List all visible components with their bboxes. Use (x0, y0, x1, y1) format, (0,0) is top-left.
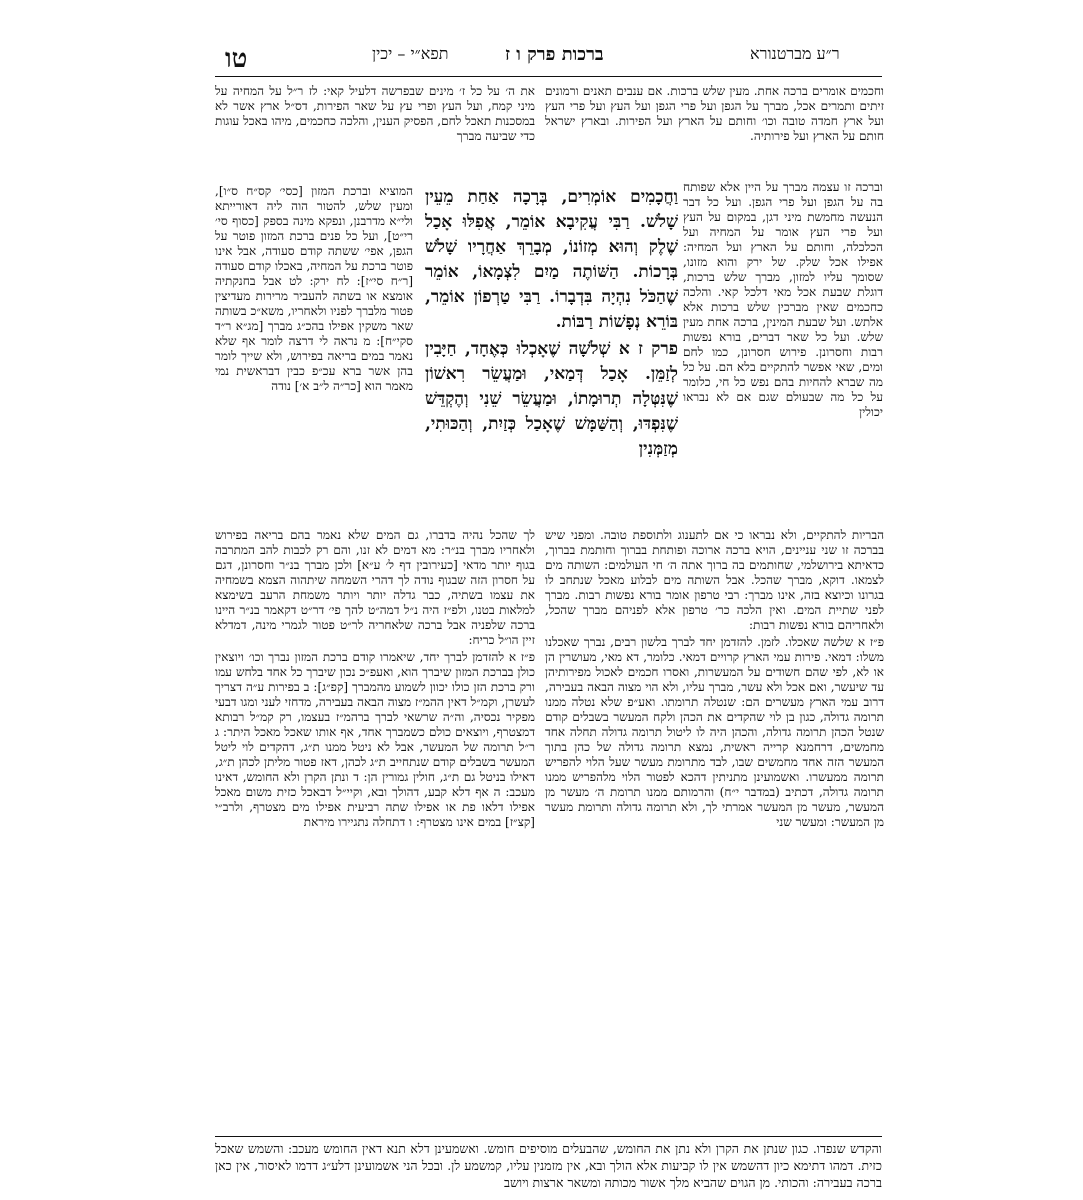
bartenura-paragraph: וברכה זו עצמה מברך על היין אלא שפותח בה על הגפן ועל פרי הגפן. ועל כל דבר הנעשה מחמשת מיני דגן, במקום על העץ ועל פרי העץ אומר על המחיה ועל הכלכלה, וחותם על הארץ ועל המחיה: אפילו אכל שלק. של ירק והוא מזונו, שסומך עליו למזון, מברך שלש ברכות, דוגלת שבעת אכל מאי דלכל קאי. והלכה כחכמים שאין מברכין שלש ברכות אלא אלתש. ועל שבעת המינין, ברכה אחת מעין שלש. ועל כל שאר דברים, בורא נפשות רבות וחסרונן. פירוש חסרונן, כמו לחם ומים, שאי אפשר להתקיים בלא הם. על כל מה שברא להחיות בהם נפש כל חי, כלומר על כל מה שבעולם שגם אם לא נבראו יכולין (683, 180, 883, 419)
tiferet-paragraph: המוציא וברכת המזון [כסי׳ קס״ח ס״ו], ומעין שלש, להטור הוה ליה דאורייתא ולי״א מדרבנן, ונפקא מינה בספק [כסוף סי׳ רי״ט], ועל כל פנים ברכת המזון פוטר על הגפן, אפי׳ ששתה קודם סעודה, אבל אינו פוטר ברכת על המחיה, באכלו קודם סעודה [ר״ח סי״ז]: לח ירק: לט אבל בחנקתיה אומצא או בשתה להעביר מרירות מעדיצין פטור מלברך לפניו ולאחריו, משא״כ בשותה שאר משקין אפילו בהכ״ג מברך [מג״א ר״ד סקי״ח]: מ נראה לי דרצה לומר אף שלא נאמר במים בריאה בפירוש, ולא שייך לומר בהן אשר ברא עכ״פ כבין דבראשית נמי מאמר הוא [כר״ה ל״ב א׳] נודה (215, 184, 413, 393)
commentary-label: ר״ע מברטנורא (750, 44, 840, 63)
tiferet-yisrael-top-block (215, 84, 535, 182)
bartenura-bottom-block (545, 528, 884, 1134)
footer-paragraph: והקדש שנפדו. כגון שנתן את הקרן ולא נתן את החומש, שהבעלים מוסיפים חומש. ואשמעינן דלא תנא דאין החומש מעכב: והשמש שאכל כזית. דמהו דתימא כיון דהשמש אין לו קביעות אלא הולך ובא, אין מזמנין עליו, קמשמע לן. ובכל הני אשמועינן דלע״ג דדמו לאיסור, אין כאן ברכה בעבירה: והכותי. מן הגוים שהביא מלך אשור מכותה ומשאר ארצות ויושב (215, 1141, 882, 1190)
tiferet-yisrael-bottom-block (215, 528, 535, 1134)
tiferet-paragraph: את ה׳ על כל ז׳ מינים שבפרשה דלעיל קאי: לז ר״ל על המחיה על מיני קמח, ועל העץ ופרי עץ על שאר הפירות, דס״ל ארץ אשר לא במסכנות תאכל לחם, הפסיק הענין, והלכה כחכמים, מיהו באכל עוגות כדי שביעה מברך (215, 84, 535, 143)
bartenura-side-column (683, 180, 883, 524)
tiferet-yisrael-side-column (215, 184, 413, 524)
tiferet-paragraph: לך שהכל נהיה בדברו, גם המים שלא נאמר בהם בריאה בפירוש ולאחריו מברך בנ״ר: מא דמים לא זנו, והם רק לכבות להב המתרבה בגוף יותר מדאי [כעירובין דף ל׳ ע״א] ולכן מברך בנ״ר וחסרונן, דגם על חסרון הזה שבגוף נודה לך דהרי השמחה שיתהוה הצמא בשמחיה את עצמו בשתיה, כבר גדלה יותר ויותר משמחת הרעב בשימצא למלאות בטנו, ולפ״ז היה נ״ל דמה״ט להך פי׳ דר״ט דקאמר בנ״ר היינו ברכה שלפניה אבל ברכה שלאחריה לר״ט פטור לגמרי מינה, דמדלא זיין הו״ל כריח: (215, 528, 535, 647)
bartenura-paragraph: פ״ז א שלשה שאכלו. לזמן. להזדמן יחד לברך בלשון רבים, נברך שאכלנו משלו: דמאי. פירות עמי הארץ קרויים דמאי. כלומר, דא מאי, מעושרין הן או לא, לפי שהם חשודים על המעשרות, ואסרו חכמים לאכול מפירותיהן עד שיעשר, ואם אכל ולא עשר, מברך עליו, ולא הוי מצוה הבאה בעבירה, דרוב עמי הארץ מעשרים הם: שנטלה תרומתו. ואע״פ שלא נטלה ממנו תרומה גדולה, כגון בן לוי שהקדים את הכהן ולקח המעשר בשבלים קודם שנטל הכהן תרומה גדולה, והכהן היה לו ליטול תרומה גדולה תחלה אחד מחמשים, דרחמנא קרייה ראשית, נמצא תרומה גדולה של כהן בתוך המעשר הזה אחד מחמשים שבו, לבד מתרומת מעשר שעל הלוי להפריש תרומה ממעשרו. ואשמועינן מתניתין דהכא לפטור הלוי מלהפריש ממנו תרומה גדולה, דכתיב (במדבר י״ח) והרמותם ממנו תרומת ה׳ מעשר מן המעשר, מעשר מן המעשר אמרתי לך, ולא תרומה גדולה ותרומת מעשר מן המעשר: ומעשר שני (545, 635, 884, 829)
bartenura-top-block (545, 84, 884, 175)
bartenura-paragraph: הבריות להתקיים, ולא נבראו כי אם לתענוג ולתוספת טובה. ומפני שיש בברכה זו שני עניינים, הויא ברכה ארוכה ופותחת בברוך וחותמת בברוך, כדאיתא בירושלמי, שחותמים בה ברוך אתה ה׳ חי העולמים: השותה מים לצמאו. דוקא, מברך שהכל. אבל השותה מים לבלוע מאכל שנתחב לו בגרונו וכיוצא בזה, אינו מברך: רבי טרפון אומר בורא נפשות רבות. מברך לפני שתיית המים. ואין הלכה כר׳ טרפון אלא לפניהם מברך שהכל, ולאחריהם בורא נפשות רבות: (545, 528, 884, 632)
header-divider (215, 76, 882, 77)
chapter-title: ברכות פרק ו ז (505, 44, 604, 65)
mishnah-paragraph: וַחֲכָמִים אוֹמְרִים, בְּרָכָה אַחַת מֵעֵין שָׁלֹשׁ. רַבִּי עֲקִיבָא אוֹמֵר, אֲפִלּוּ אָכַל שֶׁלֶק וְהוּא מְזוֹנוֹ, מְבָרֵךְ אַחֲרָיו שָׁלֹשׁ בְּרָכוֹת. הַשּׁוֹתֶה מַיִם לִצְמָאוֹ, אוֹמֵר שֶׁהַכֹּל נִהְיָה בִּדְבָרוֹ. רַבִּי טַרְפוֹן אוֹמֵר, בּוֹרֵא נְפָשׁוֹת רַבּוֹת. (425, 187, 678, 332)
footer-commentary (215, 1140, 882, 1198)
mishnah-paragraph: פרק ז א שְׁלֹשָׁה שֶׁאָכְלוּ כְּאֶחָד, חַיָּבִין לְזַמֵּן. אָכַל דְּמַאי, וּמַעֲשֵׂר רִאשׁוֹן שֶׁנִּטְּלָה תְרוּמָתוֹ, וּמַעֲשֵׂר שֵׁנִי וְהֶקְדֵּשׁ שֶׁנִּפְדּוּ, וְהַשַּׁמָּשׁ שֶׁאָכַל כְּזַיִת, וְהַכּוּתִי, מְזַמְּנִין (425, 339, 678, 459)
page-number: טו (225, 44, 248, 74)
bartenura-paragraph: וחכמים אומרים ברכה אחת. מעין שלש ברכות. אם ענבים תאנים ורמונים זיתים ותמרים אכל, מברך על הגפן ועל פרי הגפן ועל העץ ועל פרי העץ ועל ארץ חמדה טובה וכו׳ וחותם על הארץ ועל הפירות. ובארץ ישראל חותם על הארץ ועל פירותיה. (545, 84, 884, 143)
footer-divider (215, 1136, 882, 1137)
section-label: תפא״י – יכין (372, 44, 449, 63)
mishnah-text (425, 185, 678, 525)
tiferet-paragraph: פ״ז א להזדמן לברך יחד, שיאמרו קודם ברכת המזון נברך וכו׳ ויוצאין כולן בברכת המזון שיברך הוא, ואעפ״כ נכון שיברך כל אחד בלחש עמו ורק ברכת הזן כולו יכוון לשמוע מהמברך [קפ״ג]: ב בפירות ע״ה דצריך לעשרן, וקמ״ל דאין ההמ״ז מצוה הבאה בעבירה, מדחזי לעני ומגו דבעי מפקיר נכסיה, וה״ה שרשאי לברך ברהמ״ז בעצמו, רק קמ״ל רבותא דמצטרף, ויוצאים כולם כשמברך אחד, אף אותו שאכל מאכל היתר: ג ר״ל תרומה של המעשר, אבל לא ניטל ממנו ת״ג, דהקדים לוי ליטל המעשר בשבלים קודם שנתחייב ת״ג לכהן, דאז פטור מליתן לכהן ת״ג, דאילו בניטל גם ת״ג, חולין גמורין הן: ד ונתן הקרן ולא החומש, דאינו מעכב: ה אף דלא קבע, דהולך ובא, וקיי״ל דבאכל כזית משום מאכל אפילו דלאו פת או אפילו שתה רביעית אפילו מים מצטרף, ולרב״י [קצ״ז] במים אינו מצטרף: ו דתחלה נתגיירו מיראת (215, 650, 535, 829)
